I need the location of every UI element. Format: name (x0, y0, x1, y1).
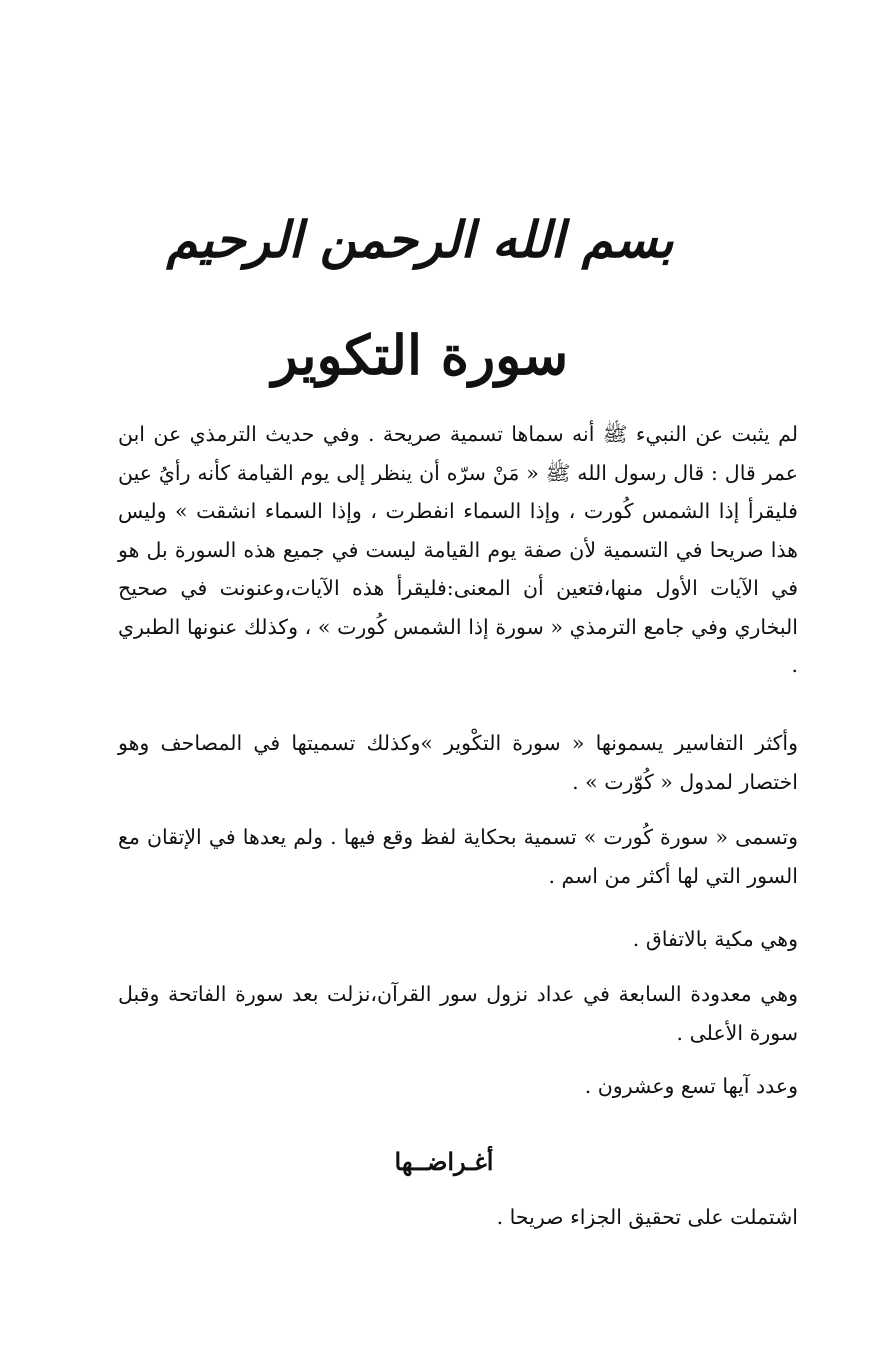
paragraph-text: وعدد آيها تسع وعشرون . (584, 1074, 798, 1098)
intro-paragraph-verse-count (118, 1067, 798, 1106)
paragraph-text: اشتملت على تحقيق الجزاء صريحا . (496, 1205, 798, 1229)
purposes-heading: أغـراضــها (394, 1147, 494, 1176)
intro-paragraph-tafsir-naming (118, 724, 798, 801)
paragraph-text: وتسمى « سورة كُورت » تسمية بحكاية لفظ وقع فيها . ولم يعدها في الإتقان مع السور التي لها أكثر من اسم . (118, 825, 798, 888)
surah-title: سورة التكوير (271, 323, 569, 387)
paragraph-text: لم يثبت عن النبيء ﷺ أنه سماها تسمية صريحة . وفي حديث الترمذي عن ابن عمر قال : قال رسول الله ﷺ « مَنْ سرّه أن ينظر إلى يوم القيامة كأنه رأيُ عين فليقرأ إذا الشمس كُورت ، وإذا السماء انفطرت ، وإذا السماء انشقت » وليس هذا صريحا في التسمية لأن صفة يوم القيامة ليست في جميع هذه السورة بل هو في الآيات الأول منها،فتعين أن المعنى:فليقرأ هذه الآيات،وعنونت في صحيح البخاري وفي جامع الترمذي « سورة إذا الشمس كُورت » ، وكذلك عنونها الطبري . (118, 422, 798, 677)
paragraph-text: وأكثر التفاسير يسمونها « سورة التكْوير »وكذلك تسميتها في المصاحف وهو اختصار لمدول « كُوّرت » . (118, 731, 798, 794)
paragraph-text: وهي مكية بالاتفاق . (632, 927, 798, 951)
intro-paragraph-meccan (118, 920, 798, 959)
paragraph-text: وهي معدودة السابعة في عداد نزول سور القرآن،نزلت بعد سورة الفاتحة وقبل سورة الأعلى . (118, 982, 798, 1045)
basmala-heading: بسم الله الرحمن الرحيم (166, 210, 674, 269)
intro-paragraph-naming (118, 415, 798, 685)
intro-paragraph-revelation-order (118, 975, 798, 1052)
intro-paragraph-alternate-name (118, 818, 798, 895)
purposes-paragraph (118, 1198, 798, 1237)
